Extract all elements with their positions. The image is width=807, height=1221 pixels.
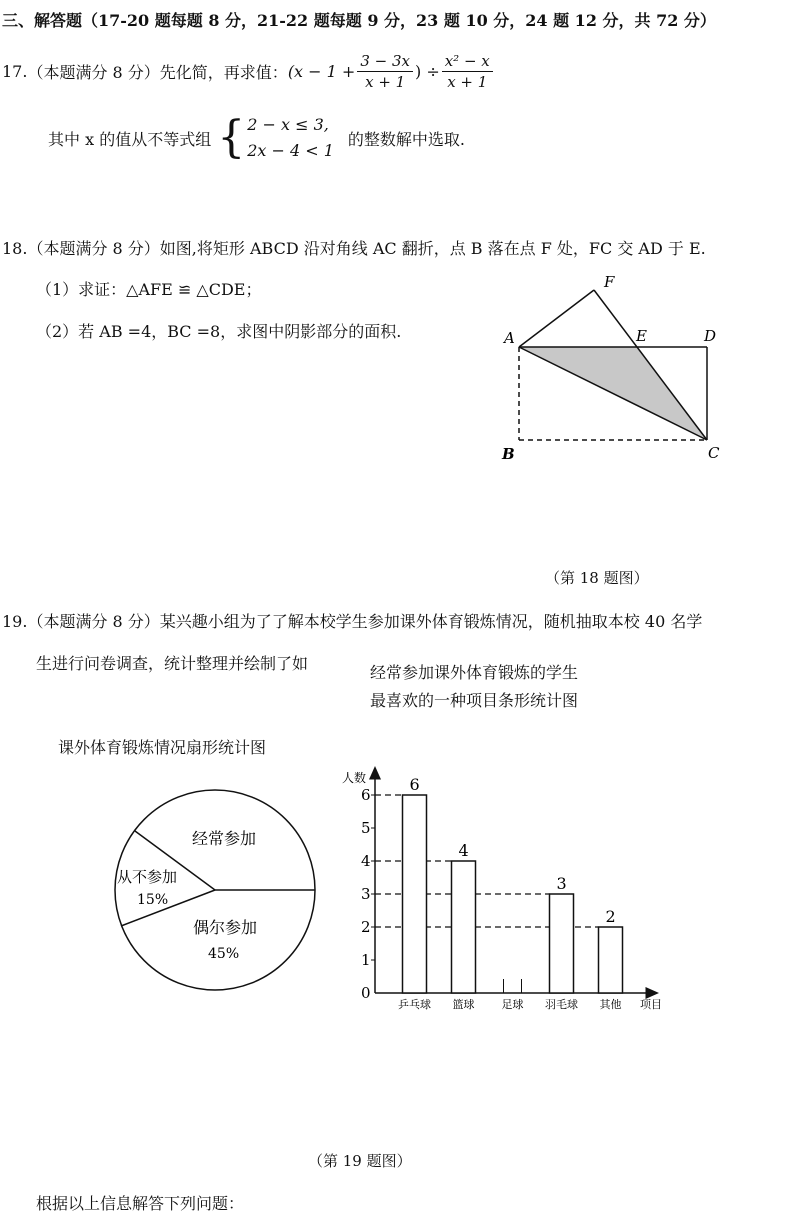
q17-inequality-2: 2x − 4 < 1	[247, 141, 334, 160]
section-title: 三、解答题（17-20 题每题 8 分，21-22 题每题 9 分，23 题 10 分，24 题 12 分，共 72 分）	[2, 11, 716, 30]
q19-line2: 生进行问卷调查，统计整理并绘制了如	[36, 654, 309, 673]
q17-fraction-2	[442, 52, 493, 91]
q17-line1	[2, 52, 495, 91]
pie-slice-label-1: 从不参加	[117, 868, 178, 886]
bar-chart	[335, 762, 675, 1022]
y-tick-label: 6	[361, 786, 371, 804]
bar-value-label: 4	[458, 841, 469, 860]
bar-chart-title-line2: 最喜欢的一种项目条形统计图	[370, 691, 579, 710]
q17-inequality-1: 2 − x ≤ 3,	[247, 115, 329, 134]
point-label-A: A	[504, 329, 515, 347]
y-tick-label: 0	[361, 984, 371, 1002]
y-tick-label: 3	[361, 885, 371, 903]
q17-inequality-system	[247, 112, 334, 164]
y-tick-label: 5	[361, 819, 371, 837]
q17-frac2-numerator: x² − x	[442, 52, 493, 72]
q19-caption: （第 19 题图）	[308, 1152, 412, 1170]
q18-part2: （2）若 AB =4，BC =8，求图中阴影部分的面积.	[36, 322, 402, 341]
q17-expr-open: (x − 1 +	[287, 62, 356, 81]
q17-brace: {	[217, 112, 246, 163]
q19-line1	[2, 609, 702, 632]
pie-slice-percent-2: 45%	[208, 946, 240, 962]
q17-fraction-1	[357, 52, 413, 91]
q17-number: 17.	[2, 62, 28, 81]
bar-1	[452, 861, 476, 993]
y-tick-label: 1	[361, 951, 371, 969]
bar-value-label: 3	[556, 874, 567, 893]
q17-expr-close: ) ÷	[414, 62, 440, 81]
q19-followup: 根据以上信息解答下列问题：	[36, 1194, 245, 1213]
q19-line1-text: （本题满分 8 分）某兴趣小组为了了解本校学生参加课外体育锻炼情况，随机抽取本校 40 名学	[27, 612, 703, 631]
pie-slice-label-0: 经常参加	[192, 829, 257, 848]
y-tick-label: 2	[361, 918, 371, 936]
segment-AF	[519, 290, 594, 347]
q17-frac2-denominator: x + 1	[447, 73, 488, 91]
q17-cond-after: 的整数解中选取.	[347, 129, 466, 149]
q18-caption: （第 18 题图）	[545, 569, 649, 587]
y-tick-label: 4	[361, 852, 371, 870]
q19-number: 19.	[2, 612, 28, 631]
q17-intro: （本题满分 8 分）先化简，再求值：	[27, 63, 288, 82]
category-label: 篮球	[452, 998, 475, 1011]
point-label-B: B	[502, 445, 515, 463]
category-label: 其他	[599, 998, 622, 1011]
bar-0	[403, 795, 427, 993]
bar-chart-title-line1: 经常参加课外体育锻炼的学生	[370, 663, 579, 682]
point-label-F: F	[604, 273, 615, 291]
bar-value-label: 2	[605, 907, 616, 926]
pie-slice-percent-1: 15%	[137, 892, 169, 908]
q17-frac1-denominator: x + 1	[365, 73, 406, 91]
q18-part1: （1）求证：△AFE ≌ △CDE；	[36, 280, 262, 299]
bar-3	[550, 894, 574, 993]
q17-condition	[48, 112, 465, 164]
point-label-C: C	[708, 444, 720, 462]
q18-figure	[490, 268, 750, 468]
category-label: 足球	[501, 998, 524, 1011]
bar-value-label: 6	[409, 775, 420, 794]
category-label: 羽毛球	[545, 998, 578, 1011]
y-axis-label: 人数	[342, 771, 367, 785]
q18-line1	[2, 236, 706, 259]
pie-chart-title: 课外体育锻炼情况扇形统计图	[58, 738, 267, 757]
point-label-D: D	[704, 327, 717, 345]
q18-text: （本题满分 8 分）如图,将矩形 ABCD 沿对角线 AC 翻折，点 B 落在点 F 处，FC 交 AD 于 E.	[27, 239, 706, 258]
point-label-E: E	[636, 327, 647, 345]
bar-4	[599, 927, 623, 993]
pie-slice-label-2: 偶尔参加	[193, 918, 258, 937]
x-axis-label: 项目	[640, 998, 662, 1011]
pie-chart	[110, 780, 330, 1000]
q18-number: 18.	[2, 239, 28, 258]
q17-frac1-numerator: 3 − 3x	[357, 52, 413, 72]
q17-cond-before: 其中 x 的值从不等式组	[48, 129, 212, 149]
category-label: 乒乓球	[398, 998, 431, 1011]
